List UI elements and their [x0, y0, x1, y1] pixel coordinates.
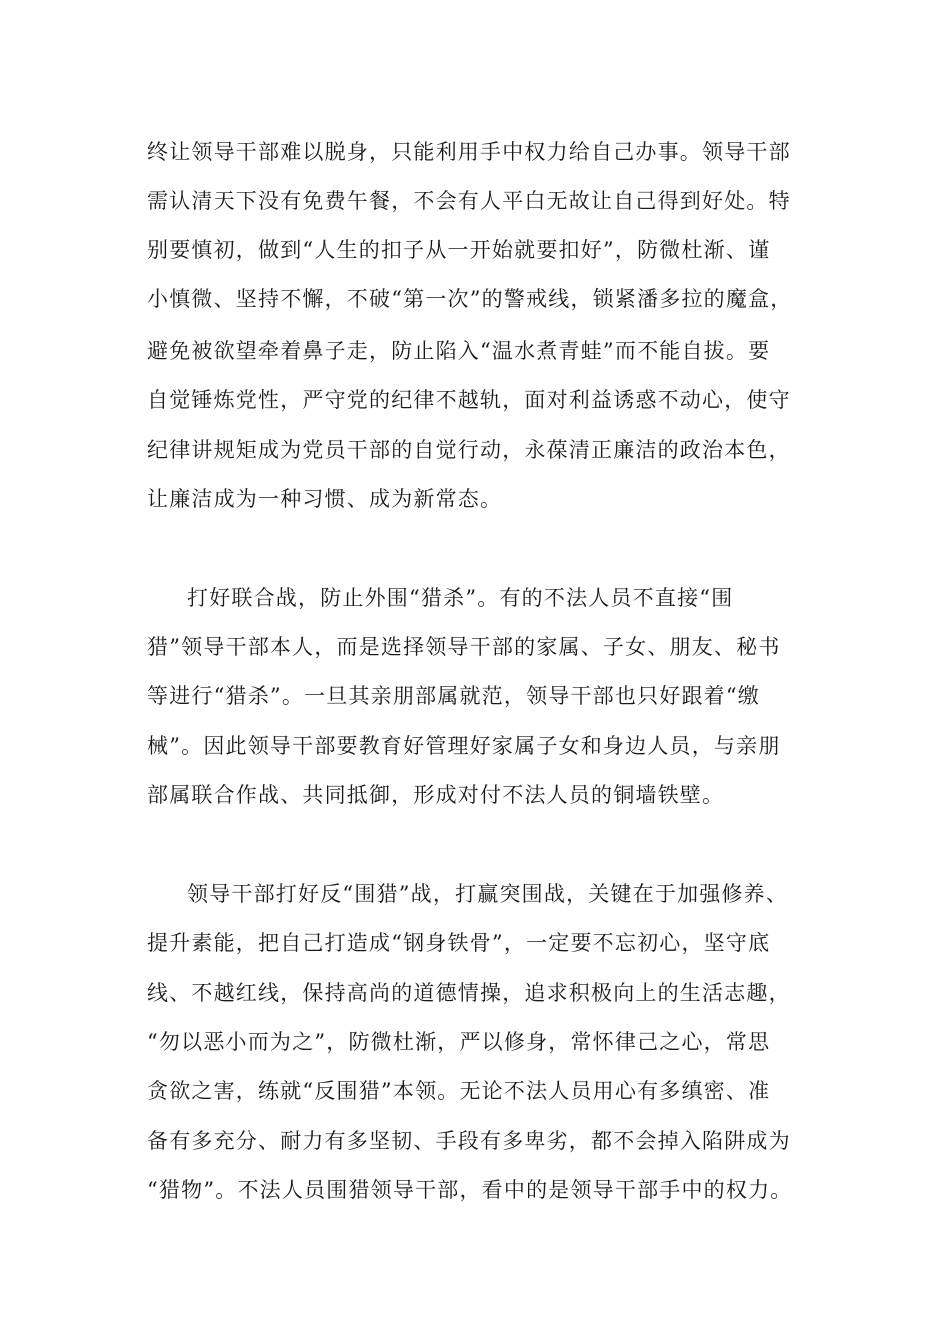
text-line: “勿以恶小而为之”，防微杜渐，严以修身，常怀律己之心，常思: [147, 1030, 771, 1054]
text-line: 纪律讲规矩成为党员干部的自觉行动，永葆清正廉洁的政治本色，: [147, 438, 791, 462]
text-line: 需认清天下没有免费午餐，不会有人平白无故让自己得到好处。特: [147, 189, 791, 213]
text-line: 小慎微、坚持不懈，不破“第一次”的警戒线，锁紧潘多拉的魔盒，: [147, 287, 793, 311]
text-line: “猎物”。不法人员围猎领导干部，看中的是领导干部手中的权力。: [147, 1178, 793, 1202]
text-line: 别要慎初，做到“人生的扣子从一开始就要扣好”，防微杜渐、谨: [147, 238, 771, 262]
text-line: 械”。因此领导干部要教育好管理好家属子女和身边人员，与亲朋: [147, 734, 781, 758]
text-line: 猎”领导干部本人，而是选择领导干部的家属、子女、朋友、秘书: [147, 635, 781, 659]
text-line: 避免被欲望牵着鼻子走，防止陷入“温水煮青蛙”而不能自拔。要: [147, 339, 771, 363]
text-line: 线、不越红线，保持高尚的道德情操，追求积极向上的生活志趣，: [147, 981, 791, 1005]
text-line: 贪欲之害，练就“反围猎”本领。无论不法人员用心有多缜密、准: [147, 1079, 771, 1103]
text-line: 部属联合作战、共同抵御，形成对付不法人员的铜墙铁壁。: [147, 783, 725, 807]
text-line: 提升素能，把自己打造成“钢身铁骨”，一定要不忘初心，坚守底: [147, 931, 771, 955]
text-line: 自觉锤炼党性，严守党的纪律不越轨，面对利益诱惑不动心，使守: [147, 388, 791, 412]
text-line: 领导干部打好反“围猎”战，打赢突围战，关键在于加强修养、: [187, 882, 789, 906]
text-line: 终让领导干部难以脱身，只能利用手中权力给自己办事。领导干部: [147, 140, 791, 164]
text-line: 打好联合战，防止外围“猎杀”。有的不法人员不直接“围: [187, 586, 734, 610]
text-line: 让廉洁成为一种习惯、成为新常态。: [147, 487, 503, 511]
text-line: 备有多充分、耐力有多坚韧、手段有多卑劣，都不会掉入陷阱成为: [147, 1129, 791, 1153]
text-line: 等进行“猎杀”。一旦其亲朋部属就范，领导干部也只好跟着“缴: [147, 684, 761, 708]
